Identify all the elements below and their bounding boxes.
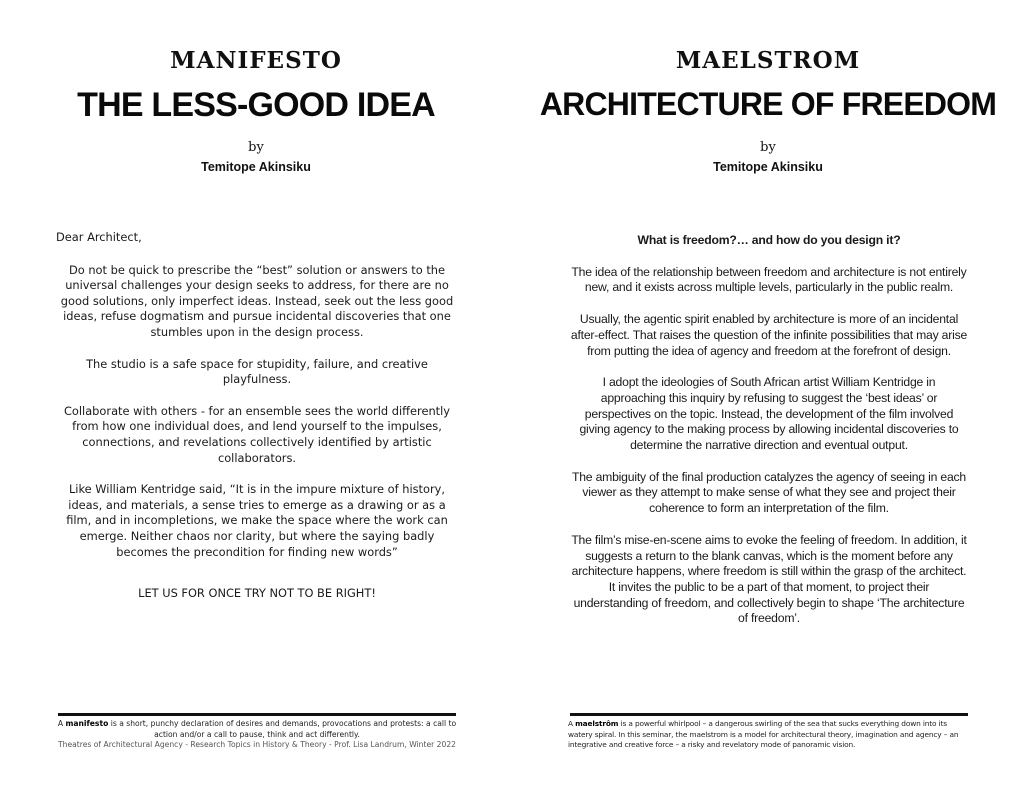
right-footnote: [568, 719, 970, 751]
maelstrom-paragraph: Usually, the agentic spirit enabled by architecture is more of an incidental after-effect. That raises the question of the infinite possibilities that may arise from putting the idea of agency and freedom at the forefront of design.: [570, 312, 968, 358]
footnote-definition: is a short, punchy declaration of desires and demands, provocations and protests: a call to action and/or a call to pause, think and act differently.: [108, 719, 457, 739]
maelstrom-paragraph: The ambiguity of the final production catalyzes the agency of seeing in each viewer as they attempt to make sense of what they see and project their coherence to form an interpretation of the film.: [571, 469, 966, 516]
footnote-definition: is a powerful whirlpool – a dangerous swirling of the sea that sucks everything down into its watery spiral. In this seminar, the maelstrom is a model for architectural theory, imagination and agency – an integrative and creative force – a risky and revelatory mode of panoramic vision.: [568, 719, 959, 749]
footnote-term: maelstrôm: [575, 719, 619, 728]
right-author: Temitope Akinsiku: [713, 160, 823, 174]
left-footnote: [56, 719, 458, 751]
left-kicker: MANIFESTO: [170, 47, 342, 74]
left-by-line: by: [248, 140, 264, 155]
manifesto-paragraph: The studio is a safe space for stupidity, failure, and creative playfulness.: [86, 356, 428, 387]
right-footer-rule: [570, 713, 968, 716]
manifesto-closing: LET US FOR ONCE TRY NOT TO BE RIGHT!: [138, 586, 376, 601]
right-by-line: by: [760, 140, 776, 155]
left-title: THE LESS-GOOD IDEA: [77, 86, 435, 124]
lead-question: What is freedom?… and how do you design it?: [637, 233, 901, 247]
right-kicker: MAELSTROM: [675, 47, 861, 74]
course-credit: Theatres of Architectural Agency - Research Topics in History & Theory - Prof. Lisa Landrum, Winter 2022: [58, 740, 456, 749]
footnote-prefix: A: [568, 719, 576, 728]
left-author: Temitope Akinsiku: [201, 160, 311, 174]
maelstrom-body: [570, 233, 968, 643]
footnote-prefix: A: [57, 719, 66, 728]
maelstrom-paragraph: The idea of the relationship between freedom and architecture is not entirely new, and it exists across multiple levels, particularly in the public realm.: [571, 264, 967, 295]
manifesto-paragraph: Collaborate with others - for an ensemble sees the world differently from how one individual does, and lend yourself to the impulses, connections, and revelations collectively identified by artistic collaborators.: [63, 403, 451, 465]
greeting: Dear Architect,: [56, 230, 142, 244]
manifesto-paragraph: Do not be quick to prescribe the “best” solution or answers to the universal challenges your design seeks to address, for there are no good solutions, only imperfect ideas. Instead, seek out the less good ideas, refuse dogmatism and pursue incidental discoveries that one stumbles upon in the design process.: [60, 262, 454, 339]
maelstrom-paragraph: I adopt the ideologies of South African artist William Kentridge in approaching this inquiry by refusing to suggest the ‘best ideas’ or perspectives on the topic. Instead, the development of the film involved giving agency to the making process by allowing incidental discoveries to determine the narrative direction and eventual output.: [579, 375, 959, 453]
right-title: ARCHITECTURE OF FREEDOM: [539, 86, 997, 122]
maelstrom-paragraph: The film’s mise-en-scene aims to evoke the feeling of freedom. In addition, it suggests a return to the blank canvas, which is the moment before any architecture happens, where freedom is still within the grasp of the architect. It invites the public to be a part of that moment, to project their understanding of freedom, and collectively begin to shape ‘The architecture of freedom’.: [571, 532, 967, 626]
footnote-term: manifesto: [65, 719, 109, 728]
manifesto-paragraph: Like William Kentridge said, “It is in the impure mixture of history, ideas, and materials, a sense tries to emerge as a drawing or as a film, and in incompletions, we make the space where the work can emerge. Neither chaos nor clarity, but where the saying badly becomes the precondition for finding new words”: [66, 482, 448, 559]
manifesto-body: [56, 230, 458, 618]
